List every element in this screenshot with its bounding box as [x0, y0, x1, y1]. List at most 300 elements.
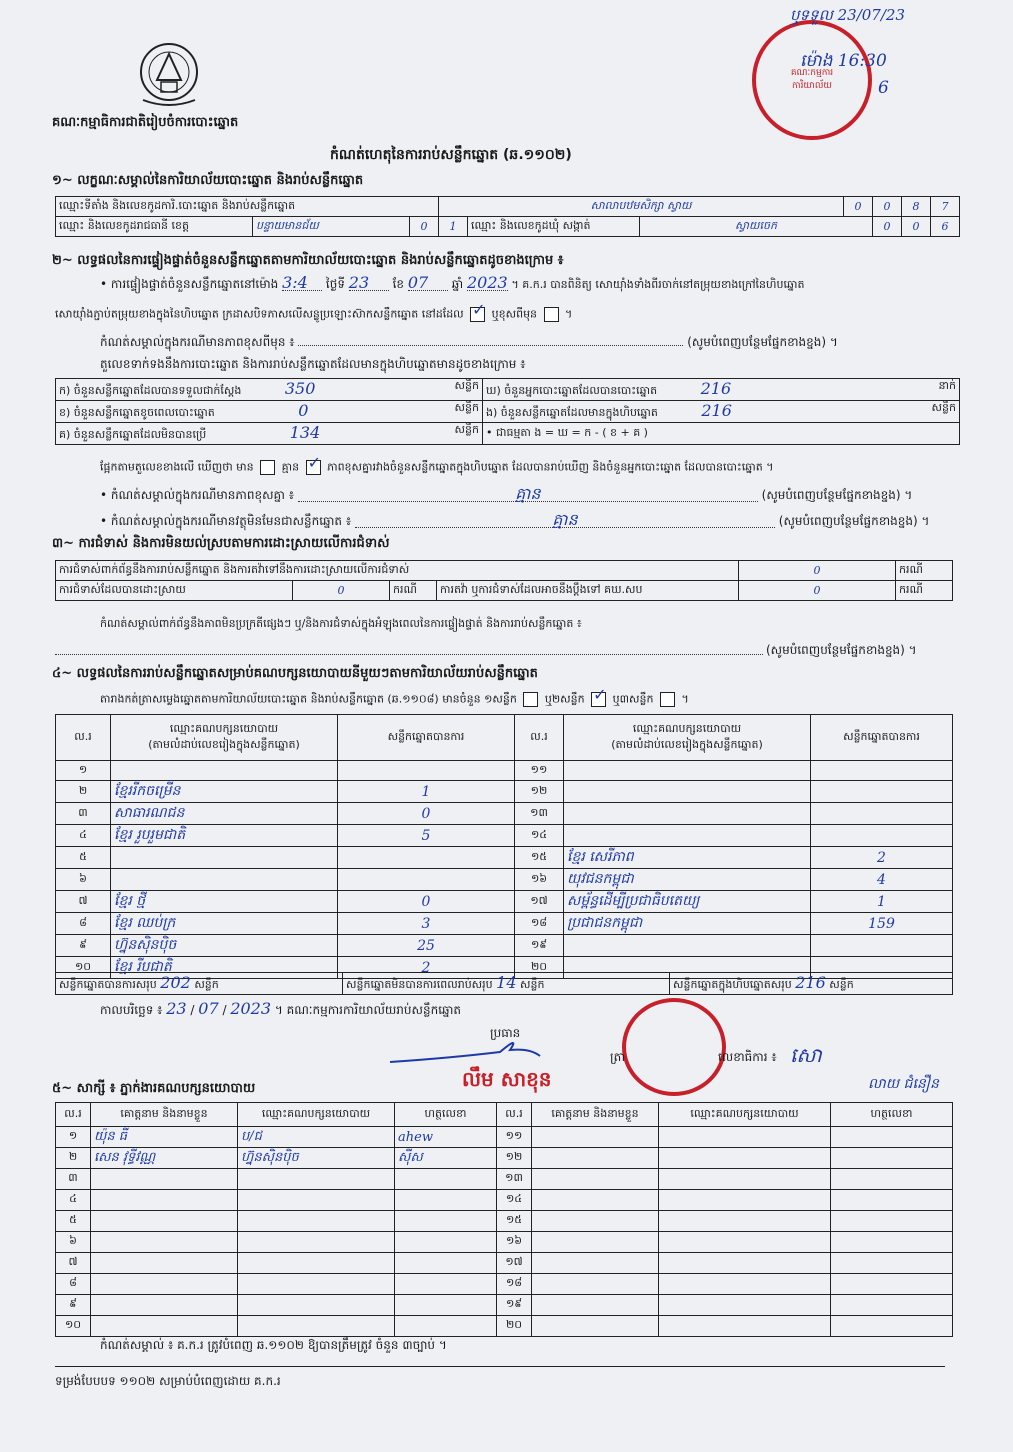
result-no-left: ៨ — [56, 913, 111, 935]
diff-note-line — [100, 484, 913, 503]
totals-table — [55, 972, 953, 995]
witness-name-right — [532, 1148, 659, 1169]
witness-row — [56, 1295, 953, 1316]
office-code-4: 7 — [931, 197, 960, 217]
province-label: ឈ្មោះ និងលេខកូដរាជធានី ខេត្ត — [56, 217, 253, 237]
witness-row — [56, 1148, 953, 1169]
object-note-hint: (សូមបំពេញបន្ថែមផ្នែកខាងខ្នង) ។ — [778, 514, 930, 528]
witness-name-right — [532, 1169, 659, 1190]
one-sheet-checkbox[interactable] — [523, 692, 538, 707]
box-total-value: 216 — [795, 973, 826, 992]
witness-no-left: ៧ — [56, 1253, 91, 1274]
verification-day: 23 — [349, 276, 389, 291]
irregularity-hint: (សូមបំពេញបន្ថែមផ្នែកខាងខ្នង) ។ — [766, 643, 917, 657]
office-code-1: 0 — [844, 197, 873, 217]
col-party-right-sub: (តាមលំដាប់លេខរៀងក្នុងសន្លឹកឆ្នោត) — [611, 737, 763, 751]
unused-ballots-unit: សន្លឹក — [454, 423, 479, 436]
result-row — [56, 781, 953, 803]
diff-has-checkbox[interactable] — [260, 460, 275, 475]
witness-no-right: ១៧ — [497, 1253, 532, 1274]
witness-name: យ៉ុន ធី — [91, 1127, 238, 1148]
irregularity-field[interactable] — [55, 640, 763, 655]
result-no-right: ១៨ — [515, 913, 564, 935]
unchanged-checkbox[interactable] — [470, 307, 485, 322]
diff-note-label: • កំណត់សម្គាល់ក្នុងករណីមានភាពខុសគ្នា ៖ — [100, 488, 295, 502]
voters-value: 216 — [700, 379, 732, 398]
witness-no-right: ១៥ — [497, 1211, 532, 1232]
result-votes-left — [338, 869, 515, 891]
witness-name — [91, 1316, 238, 1337]
witness-no-left: ៩ — [56, 1295, 91, 1316]
result-party-left: ខ្មែរ ឈប់ក្រ — [111, 913, 338, 935]
witness-no-right: ១២ — [497, 1148, 532, 1169]
witness-row — [56, 1274, 953, 1295]
result-votes-left: 25 — [338, 935, 515, 957]
witness-name — [91, 1211, 238, 1232]
w-col-party-left: ឈ្មោះគណបក្សនយោបាយ — [238, 1103, 395, 1127]
result-row — [56, 913, 953, 935]
result-party-right — [564, 761, 811, 781]
result-party-left — [111, 761, 338, 781]
resolved-unit: ករណី — [390, 581, 437, 601]
witness-signature-right — [831, 1127, 953, 1148]
witness-signature-right — [831, 1169, 953, 1190]
witness-party — [238, 1211, 395, 1232]
office-code-2: 0 — [873, 197, 902, 217]
invalid-total-unit: សន្លឹក — [520, 978, 545, 991]
witness-name — [91, 1274, 238, 1295]
result-party-right — [564, 803, 811, 825]
commune-code-2: 0 — [902, 217, 931, 237]
w-col-party-right: ឈ្មោះគណបក្សនយោបាយ — [659, 1103, 831, 1127]
received-ballots-unit: សន្លឹក — [454, 379, 479, 392]
witness-signature — [395, 1190, 497, 1211]
witness-no-left: ៥ — [56, 1211, 91, 1232]
witness-no-left: ៦ — [56, 1232, 91, 1253]
receipt-note-2: ម៉ោង 16:30 — [800, 51, 887, 71]
witness-no-right: ១៣ — [497, 1169, 532, 1190]
witness-signature-right — [831, 1253, 953, 1274]
witness-signature: ahew — [395, 1127, 497, 1148]
result-votes-right: 159 — [811, 913, 953, 935]
col-votes-right: សន្លឹកឆ្នោតបានការ — [811, 715, 953, 761]
invalid-total-label: សន្លឹកឆ្នោតមិនបានការពេលរាប់សរុប — [346, 978, 493, 991]
date-label: កាលបរិច្ឆេទ ៖ — [100, 1003, 163, 1017]
witness-name-right — [532, 1316, 659, 1337]
witness-name-right — [532, 1274, 659, 1295]
complaint-unit: ករណី — [896, 561, 953, 581]
witness-name — [91, 1190, 238, 1211]
date-year: 2023 — [230, 999, 272, 1018]
result-no-right: ១៩ — [515, 935, 564, 957]
witness-party — [238, 1253, 395, 1274]
witness-signature-right — [831, 1295, 953, 1316]
witness-signature-right — [831, 1274, 953, 1295]
result-no-left: ២ — [56, 781, 111, 803]
witness-no-left: ៤ — [56, 1190, 91, 1211]
witness-signature — [395, 1295, 497, 1316]
witness-no-left: ៨ — [56, 1274, 91, 1295]
col-party-right-title: ឈ្មោះគណបក្សនយោបាយ — [632, 721, 742, 735]
diff-has-label: ផ្អែកតាមតួលេខខាងលើ ឃើញថា មាន — [100, 460, 254, 474]
resolved-label: ការជំទាស់ដែលបានដោះស្រាយ — [56, 581, 293, 601]
witness-signature — [395, 1211, 497, 1232]
result-party-left: ខ្មែរ ថ្មី — [111, 891, 338, 913]
witness-signature — [395, 1232, 497, 1253]
province-code-2: 1 — [439, 217, 468, 237]
result-no-right: ១៧ — [515, 891, 564, 913]
result-votes-right: 1 — [811, 891, 953, 913]
result-no-left: ៩ — [56, 935, 111, 957]
footer-divider — [55, 1366, 945, 1367]
witness-name — [91, 1253, 238, 1274]
witness-signature — [395, 1274, 497, 1295]
result-votes-right: 2 — [811, 847, 953, 869]
result-no-left: ១ — [56, 761, 111, 781]
witness-name-right — [532, 1211, 659, 1232]
result-party-left: ខ្មែរ រួបរួមជាតិ — [111, 825, 338, 847]
office-code-3: 8 — [902, 197, 931, 217]
commune-code-3: 6 — [931, 217, 960, 237]
section3-title: ៣~ ការជំទាស់ និងការមិនយល់ស្របតាមការដោះស្រាយលើការជំទាស់ — [52, 536, 390, 551]
witness-party-right — [659, 1211, 831, 1232]
spoiled-ballots-value: 0 — [298, 401, 309, 420]
w-col-no-left: ល.រ — [56, 1103, 91, 1127]
section1-table — [55, 196, 960, 237]
tally-intro: តារាងកត់ត្រាសម្លេងឆ្នោតតាមការិយាល័យបោះឆ្នោត និងរាប់សន្លឹកឆ្នោត (ឆ.១១០៨) មានចំនួន ១សន្លឹក — [100, 692, 517, 706]
receipt-note-1: ឬទទួល 23/07/23 — [790, 6, 905, 24]
witness-party — [238, 1316, 395, 1337]
witness-row — [56, 1127, 953, 1148]
appeal-value: 0 — [739, 581, 896, 601]
date-month: 07 — [198, 999, 219, 1018]
witness-no-left: ១ — [56, 1127, 91, 1148]
chief-label: ប្រធាន — [490, 1026, 521, 1040]
result-party-right: ប្រជាជនកម្ពុជា — [564, 913, 811, 935]
box-ballots-unit: សន្លឹក — [931, 401, 956, 414]
section4-title: ៤~ លទ្ធផលនៃការរាប់សន្លឹកឆ្នោតសម្រាប់គណបក្សនយោបាយនីមួយៗតាមការិយាល័យរាប់សន្លឹកឆ្នោត — [52, 666, 538, 681]
office-location-value: សាលាបឋមសិក្សា ស្វាយ — [439, 197, 844, 217]
col-party-left-sub: (តាមលំដាប់លេខរៀងក្នុងសន្លឹកឆ្នោត) — [148, 737, 300, 751]
result-votes-left: 3 — [338, 913, 515, 935]
result-party-left — [111, 869, 338, 891]
box-total-unit: សន្លឹក — [829, 978, 854, 991]
result-party-right — [564, 781, 811, 803]
result-no-right: ១១ — [515, 761, 564, 781]
col-party-right — [564, 715, 811, 761]
result-votes-left — [338, 847, 515, 869]
w-col-name-right: គោត្តនាម និងនាមខ្លួន — [532, 1103, 659, 1127]
result-votes-right — [811, 761, 953, 781]
box-ballots-value: 216 — [701, 401, 732, 420]
verification-text-a: • ការផ្ទៀងផ្ទាត់ចំនួនសន្លឹកឆ្នោតនៅម៉ោង — [100, 277, 279, 291]
tally-sheet-line: តារាងកត់ត្រាសម្លេងឆ្នោតតាមការិយាល័យបោះឆ្នោត និងរាប់សន្លឹកឆ្នោត (ឆ.១១០៨) មានចំនួន ១សន្លឹក ឬ២សន្លឹក ✓ ឬ៣សន្លឹក ។ — [100, 692, 689, 707]
result-no-left: ៥ — [56, 847, 111, 869]
w-col-no-right: ល.រ — [497, 1103, 532, 1127]
result-no-left: ៧ — [56, 891, 111, 913]
section2-title: ២~ លទ្ធផលនៃការផ្ទៀងផ្ទាត់ចំនួនសន្លឹកឆ្នោតតាមការិយាល័យបោះឆ្នោត និងរាប់សន្លឹកឆ្នោតដូចខាងក្រោម ៖ — [52, 253, 564, 268]
seal-label: ត្រា — [610, 1050, 625, 1064]
complaints-table — [55, 560, 953, 601]
result-row — [56, 935, 953, 957]
result-no-right: ២០ — [515, 957, 564, 979]
box-ballots-label: ង) ចំនួនសន្លឹកឆ្នោតដែលមានក្នុងហិបឆ្នោត — [486, 406, 658, 419]
witness-party-right — [659, 1190, 831, 1211]
witness-party-right — [659, 1316, 831, 1337]
results-table — [55, 714, 953, 979]
secretary-label: លេខាធិការ ៖ — [718, 1050, 777, 1064]
voters-label: ឃ) ចំនួនអ្នកបោះឆ្នោតដែលបានបោះឆ្នោត — [486, 384, 658, 397]
result-votes-right — [811, 803, 953, 825]
object-note-line — [100, 510, 930, 529]
result-row — [56, 869, 953, 891]
appeal-label: ការតវ៉ា ឬការជំទាស់ដែលអាចនឹងប្តឹងទៅ គឃ.សប — [437, 581, 739, 601]
result-party-left: ខ្មែរ រីបជាតិ — [111, 957, 338, 979]
witness-row — [56, 1211, 953, 1232]
province-value: បន្ទាយមានជ័យ — [253, 217, 410, 237]
witness-party-right — [659, 1274, 831, 1295]
witness-signature-right — [831, 1190, 953, 1211]
verification-hour: 3:4 — [282, 276, 322, 291]
complaint-label: ការជំទាស់ពាក់ព័ន្ធនឹងការរាប់សន្លឹកឆ្នោត និងការតវ៉ាទៅនឹងការដោះស្រាយលើការជំទាស់ — [56, 561, 739, 581]
result-row — [56, 847, 953, 869]
result-no-left: ៤ — [56, 825, 111, 847]
formula-note: • ជាធម្មតា ង = ឃ = ក - ( ខ + គ ) — [483, 423, 960, 445]
section5-title: ៥~ សាក្សី ៖ ភ្នាក់ងារគណបក្សនយោបាយ — [52, 1081, 256, 1096]
office-location-label: ឈ្មោះទីតាំង និងលេខកូដការិ.បោះឆ្នោត និងរាប់សន្លឹកឆ្នោត — [56, 197, 439, 217]
invalid-total-value: 14 — [496, 973, 517, 992]
col-no-right: ល.រ — [515, 715, 564, 761]
witness-signature — [395, 1316, 497, 1337]
result-votes-left: 0 — [338, 803, 515, 825]
witness-row — [56, 1190, 953, 1211]
witness-party — [238, 1232, 395, 1253]
appeal-unit: ករណី — [896, 581, 953, 601]
valid-total-value: 202 — [160, 973, 191, 992]
footer-text: ទម្រង់បែបបទ ១១០២ សម្រាប់បំពេញដោយ គ.ក.រ — [55, 1374, 281, 1388]
result-votes-left: 0 — [338, 891, 515, 913]
vote-figures-table — [55, 378, 960, 445]
witness-name-right — [532, 1190, 659, 1211]
witness-signature: ស៊ីស — [395, 1148, 497, 1169]
result-party-left: ខ្មែររីកចម្រើន — [111, 781, 338, 803]
witness-party-right — [659, 1127, 831, 1148]
result-no-left: ៦ — [56, 869, 111, 891]
witness-party — [238, 1169, 395, 1190]
diff-note-hint: (សូមបំពេញបន្ថែមផ្នែកខាងខ្នង) ។ — [761, 488, 913, 502]
unused-ballots-value: 134 — [289, 423, 321, 442]
w-col-sign-right: ហត្ថលេខា — [831, 1103, 953, 1127]
verification-month: 07 — [408, 276, 448, 291]
result-party-right — [564, 825, 811, 847]
witness-signature-right — [831, 1232, 953, 1253]
result-row — [56, 891, 953, 913]
result-row — [56, 803, 953, 825]
seal-check-line: សោយ៉ាំងភ្ជាប់តម្រុយខាងក្នុងនៃហិបឆ្នោត ក្រដាសបិទភាសលើសន្លូប្រឡោះស៊ាកសន្លឹកឆ្នោត នៅដដែល ✓ ឬខុសពីមុន ។ — [55, 307, 572, 322]
witness-signature — [395, 1169, 497, 1190]
col-party-left-title: ឈ្មោះគណបក្សនយោបាយ — [169, 721, 279, 735]
witness-signature-right — [831, 1148, 953, 1169]
result-party-left — [111, 847, 338, 869]
valid-total-label: សន្លឹកឆ្នោតបានការសរុប — [59, 978, 157, 991]
witness-party — [238, 1274, 395, 1295]
province-code-1: 0 — [410, 217, 439, 237]
diff-none-label: គ្មាន — [281, 460, 300, 474]
irregularity-note: កំណត់សម្គាល់ពាក់ព័ន្ធនឹងភាពមិនប្រក្រតីផ្សេងៗ ឬ/និងការជំទាស់ក្នុងអំឡុងពេលនៃការផ្ទៀងផ្ទាត់ និងការរាប់សន្លឹកឆ្នោត ៖ — [100, 617, 582, 630]
witness-no-right: ១៩ — [497, 1295, 532, 1316]
result-party-right — [564, 935, 811, 957]
witness-party-right — [659, 1295, 831, 1316]
verification-text-b: ថ្ងៃទី — [325, 277, 345, 291]
three-sheet-label: ឬ៣សន្លឹក — [612, 692, 654, 706]
result-no-left: ៣ — [56, 803, 111, 825]
result-no-right: ១៦ — [515, 869, 564, 891]
witness-no-right: ១៨ — [497, 1274, 532, 1295]
witness-name — [91, 1232, 238, 1253]
difference-note-line — [100, 335, 838, 349]
office-stamp-bottom — [622, 998, 726, 1096]
result-no-left: ១០ — [56, 957, 111, 979]
witness-no-right: ២០ — [497, 1316, 532, 1337]
witness-row — [56, 1316, 953, 1337]
spoiled-ballots-unit: សន្លឹក — [454, 401, 479, 414]
chief-name: លឹម សាខុន — [462, 1067, 552, 1091]
verification-year: 2023 — [466, 273, 508, 292]
witness-party-right — [659, 1253, 831, 1274]
result-votes-left: 5 — [338, 825, 515, 847]
result-votes-left — [338, 761, 515, 781]
col-votes-left: សន្លឹកឆ្នោតបានការ — [338, 715, 515, 761]
result-party-left: សាធារណជន — [111, 803, 338, 825]
witness-row — [56, 1253, 953, 1274]
witness-row — [56, 1169, 953, 1190]
unused-ballots-label: គ) ចំនួនសន្លឹកឆ្នោតដែលមិនបានប្រើ — [59, 428, 207, 441]
result-row — [56, 761, 953, 781]
witness-party: ប/ជ — [238, 1127, 395, 1148]
witness-signature-right — [831, 1211, 953, 1232]
result-party-right: ខ្មែរ សេរីភាព — [564, 847, 811, 869]
received-ballots-label: ក) ចំនួនសន្លឹកឆ្នោតដែលបានទទួលជាក់ស្តែង — [59, 384, 242, 397]
resolved-value: 0 — [293, 581, 390, 601]
witness-no-right: ១៦ — [497, 1232, 532, 1253]
verification-text-d: ឆ្នាំ — [451, 277, 464, 291]
diff-none-checkbox[interactable] — [306, 460, 321, 475]
two-sheet-checkbox[interactable] — [591, 692, 606, 707]
verification-line — [100, 273, 805, 292]
witness-signature-right — [831, 1316, 953, 1337]
witness-table — [55, 1102, 953, 1337]
witness-party — [238, 1190, 395, 1211]
spoiled-ballots-label: ខ) ចំនួនសន្លឹកឆ្នោតខូចពេលបោះឆ្នោត — [59, 406, 215, 419]
result-party-right: សម្ព័ន្ធដើម្បីប្រជាធិបតេយ្យ — [564, 891, 811, 913]
date-day: 23 — [166, 999, 187, 1018]
object-note-value[interactable]: គ្មាន — [355, 513, 775, 528]
witness-no-right: ១១ — [497, 1127, 532, 1148]
result-no-right: ១៥ — [515, 847, 564, 869]
box-total-label: សន្លឹកឆ្នោតក្នុងហិបឆ្នោតសរុប — [673, 978, 792, 991]
witness-party-right — [659, 1169, 831, 1190]
difference-note-hint: (សូមបំពេញបន្ថែមផ្នែកខាងខ្នង) ។ — [687, 335, 838, 349]
witness-note: កំណត់សម្គាល់ ៖ គ.ក.រ ត្រូវបំពេញ ឆ.១១០២ ឱ្យបានត្រឹមត្រូវ ចំនួន ៣ច្បាប់ ។ — [100, 1338, 447, 1352]
result-no-right: ១៤ — [515, 825, 564, 847]
witness-party — [238, 1295, 395, 1316]
committee-name: គណៈកម្មាធិការជាតិរៀបចំការបោះឆ្នោត — [52, 115, 239, 130]
result-votes-left: 2 — [338, 957, 515, 979]
result-row — [56, 825, 953, 847]
result-votes-right — [811, 935, 953, 957]
verification-text-c: ខែ — [392, 277, 405, 291]
witness-party: ហ្វ៊ុនស៊ិនប៉ិច — [238, 1148, 395, 1169]
section1-title: ១~ លក្ខណៈសម្គាល់នៃការិយាល័យបោះឆ្នោត និងរាប់សន្លឹកឆ្នោត — [52, 173, 364, 188]
commune-value: ស្វាយចេក — [640, 217, 873, 237]
w-col-name-left: គោត្តនាម និងនាមខ្លួន — [91, 1103, 238, 1127]
result-votes-left: 1 — [338, 781, 515, 803]
witness-name-right — [532, 1253, 659, 1274]
changed-label: ឬខុសពីមុន — [491, 307, 538, 321]
changed-checkbox[interactable] — [544, 307, 559, 322]
witness-party-right — [659, 1232, 831, 1253]
witness-name-right — [532, 1295, 659, 1316]
three-sheet-checkbox[interactable] — [660, 692, 675, 707]
figures-intro: តួលេខទាក់ទងនឹងការបោះឆ្នោត និងការរាប់សន្លឹកឆ្នោតដែលមានក្នុងហិបឆ្នោតមានដូចខាងក្រោម ៖ — [100, 357, 526, 371]
commune-label: ឈ្មោះ និងលេខកូដឃុំ សង្កាត់ — [468, 217, 640, 237]
commune-code-1: 0 — [873, 217, 902, 237]
witness-no-left: ១០ — [56, 1316, 91, 1337]
difference-note-field[interactable] — [298, 345, 683, 346]
object-note-label: • កំណត់សម្គាល់ក្នុងករណីមានវត្ថុមិនមែនជាសន្លឹកឆ្នោត ៖ — [100, 514, 352, 528]
witness-signature — [395, 1253, 497, 1274]
witness-name: សេន វុទ្ធីវណ្ណ — [91, 1148, 238, 1169]
result-votes-right — [811, 825, 953, 847]
witness-no-left: ២ — [56, 1148, 91, 1169]
result-no-right: ១៣ — [515, 803, 564, 825]
result-party-left: ហ្វ៊ុនស៊ិនប៉ិច — [111, 935, 338, 957]
date-line: កាលបរិច្ឆេទ ៖ 23 / 07 / 2023 ។ គណៈកម្មការការិយាល័យរាប់សន្លឹកឆ្នោត — [100, 999, 462, 1018]
difference-check-line — [100, 460, 773, 475]
office-stamp-top — [752, 20, 872, 140]
form-title: កំណត់ហេតុនៃការរាប់សន្លឹកឆ្នោត (ឆ.១១០២) — [330, 147, 572, 163]
col-no-left: ល.រ — [56, 715, 111, 761]
result-votes-right: 4 — [811, 869, 953, 891]
receipt-note-3: 6 — [878, 78, 889, 98]
secretary-signature: សោ — [790, 1043, 822, 1067]
stamp-top-text: គណៈកម្មការការិយាល័យ — [790, 68, 834, 91]
witness-name-right — [532, 1127, 659, 1148]
witness-no-left: ៣ — [56, 1169, 91, 1190]
col-party-left — [111, 715, 338, 761]
result-no-right: ១២ — [515, 781, 564, 803]
witness-party-right — [659, 1148, 831, 1169]
two-sheet-label: ឬ២សន្លឹក — [544, 692, 585, 706]
verification-text-e: ។ គ.ក.រ បានពិនិត្យ សោយ៉ាំងទាំងពីរចាក់នៅតម្រុយខាងក្រៅនៃហិបឆ្នោត — [511, 278, 805, 291]
difference-note-label: កំណត់សម្គាល់ក្នុងករណីមានភាពខុសពីមុន ៖ — [100, 335, 295, 349]
witness-row — [56, 1232, 953, 1253]
valid-total-unit: សន្លឹក — [194, 978, 219, 991]
received-ballots-value: 350 — [284, 379, 316, 398]
witness-name — [91, 1295, 238, 1316]
witness-name — [91, 1169, 238, 1190]
complaint-value: 0 — [739, 561, 896, 581]
witness-no-right: ១៤ — [497, 1190, 532, 1211]
result-votes-right — [811, 781, 953, 803]
w-col-sign-left: ហត្ថលេខា — [395, 1103, 497, 1127]
seal-check-text: សោយ៉ាំងភ្ជាប់តម្រុយខាងក្នុងនៃហិបឆ្នោត ក្រដាសបិទភាសលើសន្លូប្រឡោះស៊ាកសន្លឹកឆ្នោត នៅដដែល — [55, 307, 464, 321]
diff-note-value[interactable]: គ្មាន — [298, 487, 758, 502]
diff-text: ភាពខុសគ្នារវាងចំនួនសន្លឹកឆ្នោតក្នុងហិបឆ្នោត ដែលបានរាប់ឃើញ និងចំនួនអ្នកបោះឆ្នោត ដែលបានបោះឆ្នោត ។ — [327, 460, 774, 474]
secretary-name: លាយ ជំនឿន — [868, 1076, 939, 1092]
result-party-right: យុវជនកម្ពុជា — [564, 869, 811, 891]
witness-name-right — [532, 1232, 659, 1253]
